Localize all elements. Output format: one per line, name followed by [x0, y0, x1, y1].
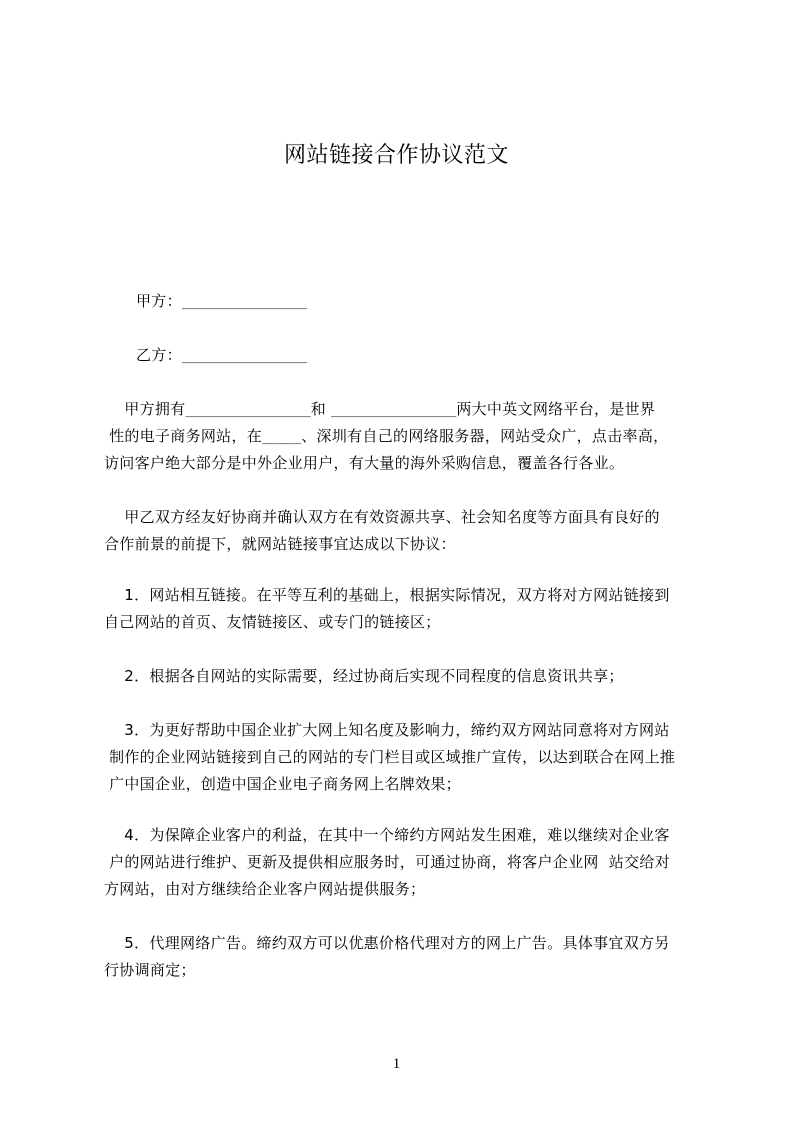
document-title: 网站链接合作协议范文 — [283, 143, 509, 168]
clause-5-line-2: 行协调商定； — [104, 961, 196, 979]
paragraph-1-text-b: 和 — [310, 400, 332, 418]
clause-3-line-2: 制作的企业网站链接到自己的网站的专门栏目或区域推广宣传，以达到联合在网上推 — [104, 748, 676, 766]
clause-3-line-1: 3．为更好帮助中国企业扩大网上知名度及影响力，缔约双方网站同意将对方网站 — [104, 721, 670, 739]
party-b-label: 乙方： — [136, 346, 182, 364]
page-number: 1 — [392, 1056, 401, 1072]
paragraph-1-text-a: 甲方拥有 — [104, 400, 186, 418]
clause-1-line-1: 1．网站相互链接。在平等互利的基础上，根据实际情况，双方将对方网站链接到 — [104, 586, 670, 604]
paragraph-1-blank-3: _____ — [262, 430, 302, 445]
clause-4-line-2: 户的网站进行维护、更新及提供相应服务时，可通过协商，将客户企业网 站交给对 — [104, 853, 671, 871]
paragraph-1-blank-2: ________________ — [331, 403, 457, 418]
clause-1-line-2: 自己网站的首页、友情链接区、或专门的链接区； — [104, 613, 441, 631]
party-a-line — [136, 286, 742, 318]
paragraph-1-text-e: 、深圳有自己的网络服务器，网站受众广，点击率高， — [301, 427, 669, 445]
party-a-blank: ________________ — [181, 295, 308, 310]
party-b-line — [136, 340, 742, 372]
clause-2-line-1: 2．根据各自网站的实际需要，经过协商后实现不同程度的信息资讯共享； — [104, 667, 624, 685]
clause-3-line-3: 广中国企业，创造中国企业电子商务网上名牌效果； — [104, 775, 461, 793]
paragraph-2-line-1: 甲乙双方经友好协商并确认双方在有效资源共享、社会知名度等方面具有良好的 — [104, 508, 660, 526]
paragraph-1-blank-1: ________________ — [185, 403, 311, 418]
paragraph-2-line-2: 合作前景的前提下，就网站链接事宜达成以下协议： — [104, 535, 456, 553]
paragraph-1-line-3: 访问客户绝大部分是中外企业用户，有大量的海外采购信息，覆盖各行各业。 — [104, 454, 625, 472]
clause-4-line-3: 方网站，由对方继续给企业客户网站提供服务； — [104, 880, 426, 898]
party-a-label: 甲方： — [136, 292, 182, 310]
party-b-blank: ________________ — [181, 349, 308, 364]
clause-4-line-1: 4．为保障企业客户的利益，在其中一个缔约方网站发生困难，难以继续对企业客 — [104, 826, 670, 844]
paragraph-1-text-d: 性的电子商务网站，在 — [104, 427, 263, 445]
clause-5-line-1: 5．代理网络广告。缔约双方可以优惠价格代理对方的网上广告。具体事宜双方另 — [104, 934, 670, 952]
paragraph-1-text-c: 两大中英文网络平台，是世界 — [456, 400, 656, 418]
